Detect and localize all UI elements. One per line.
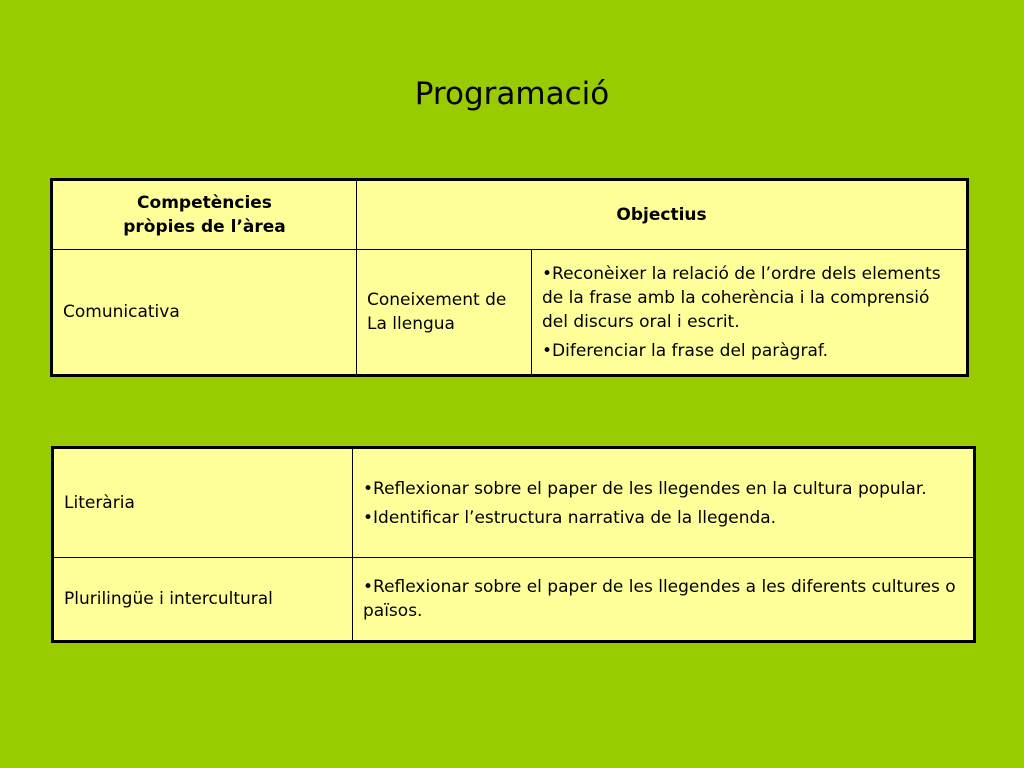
objective-item: •Identificar l’estructura narrativa de la llegenda.: [363, 507, 777, 528]
competencia-cell: Literària: [53, 448, 353, 558]
objectives-cell: [532, 250, 968, 376]
objective-item: •Reflexionar sobre el paper de les llegendes en la cultura popular.: [363, 478, 927, 499]
header-objectius: Objectius: [357, 180, 968, 250]
subarea-cell: [357, 250, 532, 376]
competencies-table-2: [51, 446, 976, 643]
subarea-line1: Coneixement de: [367, 290, 507, 310]
header-competencies: [52, 180, 357, 250]
table-row: [53, 558, 975, 642]
table-row: [53, 448, 975, 558]
competencies-table-1: [50, 178, 969, 377]
objective-item: •Diferenciar la frase del paràgraf.: [542, 340, 829, 361]
competencia-cell: Comunicativa: [52, 250, 357, 376]
objectives-cell: [353, 558, 975, 642]
subarea-line2: La llengua: [367, 314, 455, 334]
objective-item: •Reflexionar sobre el paper de les llegendes a les diferents cultures o països.: [363, 577, 956, 621]
objectives-cell: [353, 448, 975, 558]
header-competencies-line2: pròpies de l’àrea: [123, 217, 286, 237]
table-header-row: [52, 180, 968, 250]
objective-item: •Reconèixer la relació de l’ordre dels elements de la frase amb la coherència i la comprensió del discurs oral i escrit.: [542, 263, 941, 332]
table-row: [52, 250, 968, 376]
header-competencies-line1: Competències: [137, 193, 272, 213]
page-title: Programació: [414, 76, 610, 112]
competencia-cell: Plurilingüe i intercultural: [53, 558, 353, 642]
